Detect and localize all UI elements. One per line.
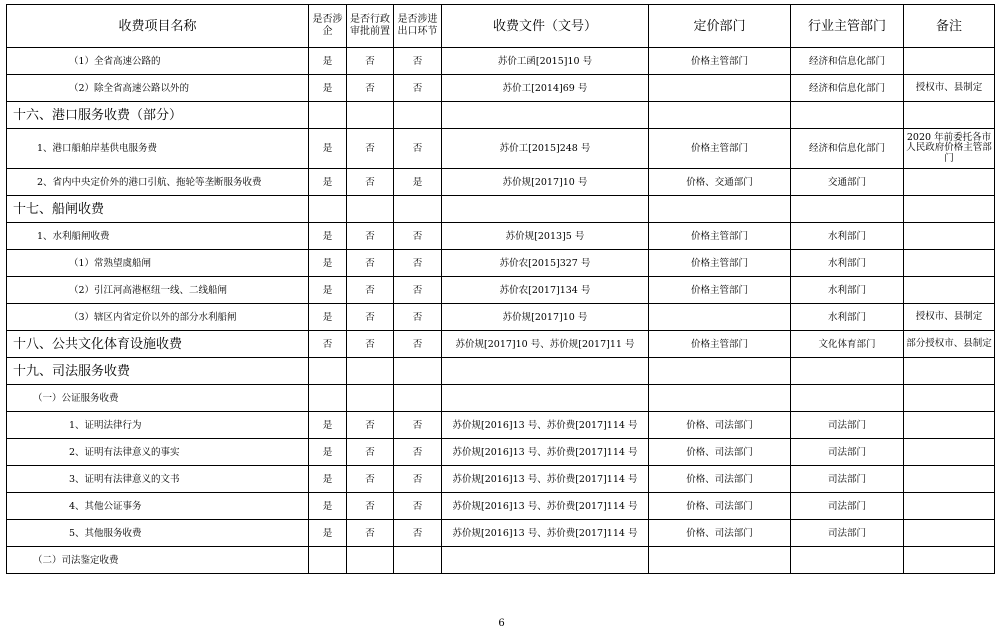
industry-dept-cell — [791, 385, 904, 412]
remarks-cell — [904, 547, 995, 574]
involve-enterprise-cell: 是 — [309, 304, 347, 331]
item-name: （1）常熟望虞船闸 — [7, 250, 309, 277]
remarks-cell — [904, 102, 995, 129]
document-cell: 苏价工[2014]69 号 — [442, 75, 649, 102]
admin-approval-cell: 否 — [347, 493, 394, 520]
admin-approval-cell: 否 — [347, 304, 394, 331]
table-row — [7, 223, 995, 250]
industry-dept-cell: 司法部门 — [791, 493, 904, 520]
industry-dept-cell: 交通部门 — [791, 169, 904, 196]
item-name: 1、证明法律行为 — [7, 412, 309, 439]
import-export-cell: 否 — [394, 466, 442, 493]
involve-enterprise-cell: 是 — [309, 75, 347, 102]
pricing-dept-cell: 价格、司法部门 — [649, 520, 791, 547]
pricing-dept-cell: 价格主管部门 — [649, 331, 791, 358]
import-export-cell: 否 — [394, 129, 442, 169]
admin-approval-cell: 否 — [347, 75, 394, 102]
admin-approval-cell: 否 — [347, 439, 394, 466]
item-name: （1）全省高速公路的 — [7, 48, 309, 75]
involve-enterprise-cell — [309, 102, 347, 129]
admin-approval-cell — [347, 385, 394, 412]
item-name: 2、证明有法律意义的事实 — [7, 439, 309, 466]
admin-approval-cell: 否 — [347, 466, 394, 493]
pricing-dept-cell — [649, 385, 791, 412]
document-cell: 苏价农[2017]134 号 — [442, 277, 649, 304]
import-export-cell: 否 — [394, 48, 442, 75]
pricing-dept-cell: 价格主管部门 — [649, 48, 791, 75]
table-row — [7, 412, 995, 439]
table-row — [7, 547, 995, 574]
import-export-cell — [394, 102, 442, 129]
involve-enterprise-cell: 是 — [309, 48, 347, 75]
import-export-cell — [394, 547, 442, 574]
import-export-cell: 否 — [394, 75, 442, 102]
admin-approval-cell: 否 — [347, 520, 394, 547]
import-export-cell: 否 — [394, 412, 442, 439]
document-cell: 苏价规[2016]13 号、苏价费[2017]114 号 — [442, 466, 649, 493]
table-body — [7, 48, 995, 574]
item-name: 十八、公共文化体育设施收费 — [7, 331, 309, 358]
involve-enterprise-cell: 否 — [309, 331, 347, 358]
remarks-cell — [904, 412, 995, 439]
import-export-cell — [394, 385, 442, 412]
pricing-dept-cell — [649, 75, 791, 102]
header-industry-dept: 行业主管部门 — [791, 5, 904, 48]
remarks-cell — [904, 520, 995, 547]
admin-approval-cell — [347, 547, 394, 574]
involve-enterprise-cell: 是 — [309, 493, 347, 520]
involve-enterprise-cell — [309, 385, 347, 412]
remarks-cell — [904, 169, 995, 196]
import-export-cell: 否 — [394, 223, 442, 250]
item-name: 1、港口船舶岸基供电服务费 — [7, 129, 309, 169]
table-row — [7, 75, 995, 102]
remarks-cell — [904, 385, 995, 412]
header-admin-approval: 是否行政审批前置 — [347, 5, 394, 48]
admin-approval-cell: 否 — [347, 250, 394, 277]
remarks-cell: 2020 年前委托各市人民政府价格主管部门 — [904, 129, 995, 169]
table-row — [7, 385, 995, 412]
table-row — [7, 520, 995, 547]
fee-table — [6, 4, 995, 574]
industry-dept-cell: 经济和信息化部门 — [791, 75, 904, 102]
document-cell: 苏价工[2015]248 号 — [442, 129, 649, 169]
document-cell: 苏价规[2016]13 号、苏价费[2017]114 号 — [442, 520, 649, 547]
document-cell: 苏价规[2016]13 号、苏价费[2017]114 号 — [442, 493, 649, 520]
pricing-dept-cell: 价格主管部门 — [649, 223, 791, 250]
table-row — [7, 277, 995, 304]
industry-dept-cell: 水利部门 — [791, 250, 904, 277]
item-name: 十七、船闸收费 — [7, 196, 309, 223]
item-name: （二）司法鉴定收费 — [7, 547, 309, 574]
involve-enterprise-cell: 是 — [309, 439, 347, 466]
table-row — [7, 304, 995, 331]
pricing-dept-cell: 价格、司法部门 — [649, 412, 791, 439]
document-cell — [442, 547, 649, 574]
header-pricing-dept: 定价部门 — [649, 5, 791, 48]
remarks-cell — [904, 466, 995, 493]
involve-enterprise-cell: 是 — [309, 169, 347, 196]
pricing-dept-cell — [649, 196, 791, 223]
page-number: 6 — [498, 618, 505, 629]
pricing-dept-cell: 价格、司法部门 — [649, 493, 791, 520]
admin-approval-cell: 否 — [347, 169, 394, 196]
industry-dept-cell: 文化体育部门 — [791, 331, 904, 358]
pricing-dept-cell — [649, 304, 791, 331]
import-export-cell: 是 — [394, 169, 442, 196]
table-row — [7, 331, 995, 358]
table-row — [7, 358, 995, 385]
involve-enterprise-cell: 是 — [309, 129, 347, 169]
industry-dept-cell: 司法部门 — [791, 520, 904, 547]
import-export-cell — [394, 358, 442, 385]
import-export-cell: 否 — [394, 520, 442, 547]
industry-dept-cell — [791, 196, 904, 223]
industry-dept-cell: 经济和信息化部门 — [791, 48, 904, 75]
table-row — [7, 129, 995, 169]
industry-dept-cell — [791, 547, 904, 574]
document-cell — [442, 102, 649, 129]
item-name: 2、省内中央定价外的港口引航、拖轮等垄断服务收费 — [7, 169, 309, 196]
item-name: 4、其他公证事务 — [7, 493, 309, 520]
item-name: （3）辖区内省定价以外的部分水利船闸 — [7, 304, 309, 331]
involve-enterprise-cell: 是 — [309, 223, 347, 250]
document-cell: 苏价规[2017]10 号 — [442, 304, 649, 331]
admin-approval-cell — [347, 358, 394, 385]
item-name: 3、证明有法律意义的文书 — [7, 466, 309, 493]
document-cell: 苏价农[2015]327 号 — [442, 250, 649, 277]
remarks-cell: 部分授权市、县制定 — [904, 331, 995, 358]
pricing-dept-cell: 价格、交通部门 — [649, 169, 791, 196]
admin-approval-cell: 否 — [347, 277, 394, 304]
pricing-dept-cell: 价格、司法部门 — [649, 439, 791, 466]
industry-dept-cell — [791, 102, 904, 129]
import-export-cell: 否 — [394, 277, 442, 304]
industry-dept-cell: 水利部门 — [791, 277, 904, 304]
header-involve-enterprise: 是否涉企 — [309, 5, 347, 48]
import-export-cell: 否 — [394, 304, 442, 331]
remarks-cell — [904, 358, 995, 385]
import-export-cell: 否 — [394, 493, 442, 520]
header-remarks: 备注 — [904, 5, 995, 48]
table-row — [7, 169, 995, 196]
admin-approval-cell — [347, 102, 394, 129]
header-import-export: 是否涉进出口环节 — [394, 5, 442, 48]
remarks-cell — [904, 48, 995, 75]
remarks-cell: 授权市、县制定 — [904, 304, 995, 331]
involve-enterprise-cell: 是 — [309, 250, 347, 277]
document-cell — [442, 385, 649, 412]
table-row — [7, 439, 995, 466]
item-name: 十九、司法服务收费 — [7, 358, 309, 385]
item-name: 十六、港口服务收费（部分） — [7, 102, 309, 129]
industry-dept-cell: 司法部门 — [791, 412, 904, 439]
item-name: 1、水利船闸收费 — [7, 223, 309, 250]
involve-enterprise-cell: 是 — [309, 466, 347, 493]
document-cell: 苏价规[2017]10 号 — [442, 169, 649, 196]
item-name: （2）引江河高港枢纽一线、二线船闸 — [7, 277, 309, 304]
remarks-cell — [904, 196, 995, 223]
remarks-cell — [904, 277, 995, 304]
admin-approval-cell: 否 — [347, 331, 394, 358]
header-row — [7, 5, 995, 48]
industry-dept-cell: 经济和信息化部门 — [791, 129, 904, 169]
item-name: （2）除全省高速公路以外的 — [7, 75, 309, 102]
admin-approval-cell: 否 — [347, 412, 394, 439]
header-name: 收费项目名称 — [7, 5, 309, 48]
pricing-dept-cell: 价格主管部门 — [649, 277, 791, 304]
table-row — [7, 102, 995, 129]
involve-enterprise-cell: 是 — [309, 412, 347, 439]
involve-enterprise-cell — [309, 547, 347, 574]
import-export-cell — [394, 196, 442, 223]
document-cell: 苏价规[2016]13 号、苏价费[2017]114 号 — [442, 412, 649, 439]
involve-enterprise-cell — [309, 358, 347, 385]
document-cell — [442, 358, 649, 385]
remarks-cell — [904, 439, 995, 466]
pricing-dept-cell — [649, 358, 791, 385]
document-cell: 苏价规[2013]5 号 — [442, 223, 649, 250]
admin-approval-cell: 否 — [347, 129, 394, 169]
document-cell — [442, 196, 649, 223]
document-cell: 苏价规[2017]10 号、苏价规[2017]11 号 — [442, 331, 649, 358]
admin-approval-cell — [347, 196, 394, 223]
industry-dept-cell: 司法部门 — [791, 466, 904, 493]
pricing-dept-cell: 价格主管部门 — [649, 250, 791, 277]
admin-approval-cell: 否 — [347, 48, 394, 75]
remarks-cell — [904, 250, 995, 277]
industry-dept-cell: 水利部门 — [791, 304, 904, 331]
remarks-cell: 授权市、县制定 — [904, 75, 995, 102]
document-cell: 苏价规[2016]13 号、苏价费[2017]114 号 — [442, 439, 649, 466]
industry-dept-cell: 司法部门 — [791, 439, 904, 466]
table-row — [7, 196, 995, 223]
import-export-cell: 否 — [394, 250, 442, 277]
involve-enterprise-cell: 是 — [309, 520, 347, 547]
item-name: （一）公证服务收费 — [7, 385, 309, 412]
table-row — [7, 493, 995, 520]
document-cell: 苏价工函[2015]10 号 — [442, 48, 649, 75]
remarks-cell — [904, 493, 995, 520]
involve-enterprise-cell — [309, 196, 347, 223]
table-row — [7, 48, 995, 75]
import-export-cell: 否 — [394, 439, 442, 466]
industry-dept-cell — [791, 358, 904, 385]
involve-enterprise-cell: 是 — [309, 277, 347, 304]
header-document: 收费文件（文号） — [442, 5, 649, 48]
item-name: 5、其他服务收费 — [7, 520, 309, 547]
pricing-dept-cell — [649, 547, 791, 574]
remarks-cell — [904, 223, 995, 250]
table-row — [7, 250, 995, 277]
import-export-cell: 否 — [394, 331, 442, 358]
industry-dept-cell: 水利部门 — [791, 223, 904, 250]
table-row — [7, 466, 995, 493]
pricing-dept-cell — [649, 102, 791, 129]
pricing-dept-cell: 价格、司法部门 — [649, 466, 791, 493]
pricing-dept-cell: 价格主管部门 — [649, 129, 791, 169]
admin-approval-cell: 否 — [347, 223, 394, 250]
